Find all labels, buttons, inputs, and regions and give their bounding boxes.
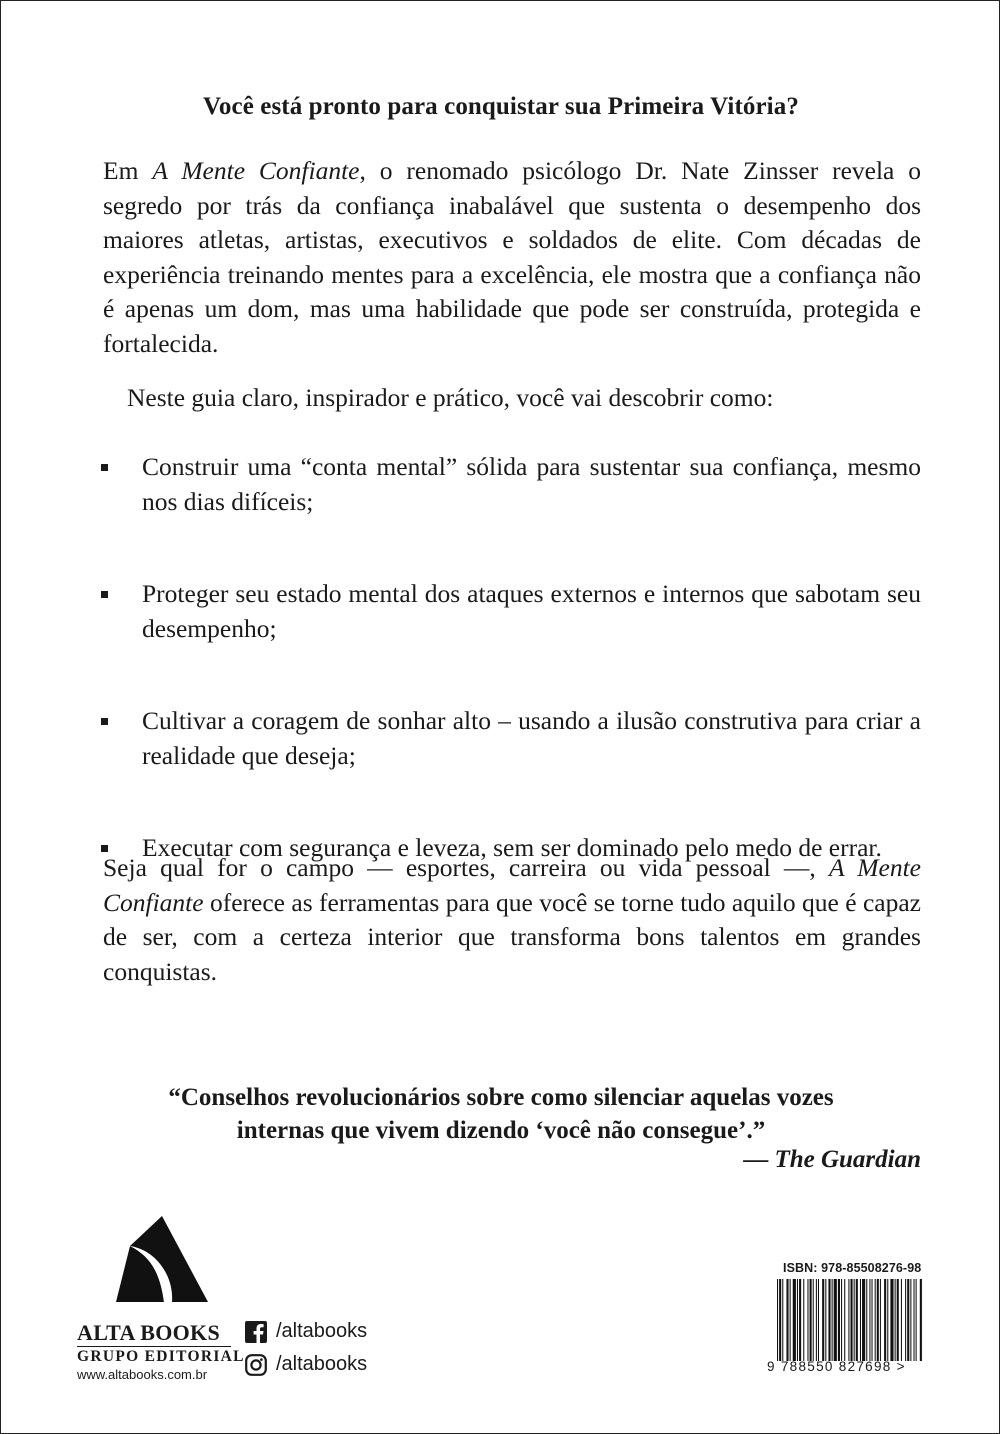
instagram-link[interactable] bbox=[245, 1353, 367, 1376]
list-item bbox=[101, 450, 921, 519]
intro-paragraph bbox=[103, 154, 921, 361]
review-quote bbox=[1, 1081, 1000, 1147]
isbn-barcode-block bbox=[761, 1256, 937, 1396]
publisher-divider bbox=[77, 1346, 231, 1347]
attribution-source: The Guardian bbox=[774, 1146, 921, 1173]
intro-prefix: Em bbox=[103, 156, 153, 185]
square-bullet-icon bbox=[101, 464, 108, 471]
isbn-label: ISBN: 978-85508276-98 bbox=[783, 1261, 922, 1275]
bullet-text: Construir uma “conta mental” sólida para sustentar sua confiança, mesmo nos dias difíceis; bbox=[142, 452, 921, 516]
bullet-text: Cultivar a coragem de sonhar alto – usando a ilusão construtiva para criar a realidade que deseja; bbox=[142, 706, 921, 770]
closing-book-title: A Mente Confiante bbox=[103, 853, 921, 917]
quote-attribution bbox=[743, 1146, 921, 1174]
list-item bbox=[101, 577, 921, 646]
lead-sentence: Neste guia claro, inspirador e prático, você vai descobrir como: bbox=[127, 383, 774, 412]
barcode-digits: 9 788550 827698 > bbox=[767, 1359, 906, 1374]
attribution-dash: — bbox=[743, 1146, 775, 1173]
facebook-icon bbox=[245, 1321, 267, 1343]
publisher-subtitle: GRUPO EDITORIAL bbox=[77, 1348, 245, 1365]
instagram-icon bbox=[245, 1354, 267, 1376]
barcode-icon bbox=[777, 1279, 923, 1361]
intro-book-title: A Mente Confiante bbox=[152, 156, 360, 185]
closing-prefix: Seja qual for o campo — esportes, carreira ou vida pessoal —, bbox=[103, 853, 829, 882]
facebook-handle: /altabooks bbox=[276, 1320, 368, 1342]
quote-line-1: “Conselhos revolucionários sobre como silenciar aquelas vozes bbox=[168, 1084, 834, 1111]
list-item bbox=[101, 704, 921, 773]
square-bullet-icon bbox=[101, 718, 108, 725]
instagram-handle: /altabooks bbox=[276, 1353, 368, 1375]
alta-books-triangle-logo-icon bbox=[116, 1216, 208, 1304]
closing-text: oferece as ferramentas para que você se torne tudo aquilo que é capaz de ser, com a certeza interior que transforma bons talentos em grandes conquistas. bbox=[103, 887, 921, 986]
closing-paragraph bbox=[103, 851, 921, 989]
square-bullet-icon bbox=[101, 591, 108, 598]
facebook-link[interactable] bbox=[245, 1320, 367, 1343]
headline: Você está pronto para conquistar sua Primeira Vitória? bbox=[203, 93, 799, 120]
intro-text: , o renomado psicólogo Dr. Nate Zinsser revela o segredo por trás da confiança inabalável que sustenta o desempenho dos maiores atletas, artistas, executivos e soldados de elite. Com décadas de experiência treinando mentes para a excelência, ele mostra que a confiança não é apenas um dom, mas uma habilidade que pode ser construída, protegida e fortalecida. bbox=[103, 156, 921, 358]
bullet-text: Proteger seu estado mental dos ataques externos e internos que sabotam seu desempenho; bbox=[142, 579, 921, 643]
publisher-name: ALTA BOOKS bbox=[77, 1320, 221, 1345]
bullet-text: Executar com segurança e leveza, sem ser dominado pelo medo de errar. bbox=[142, 833, 882, 862]
publisher-url[interactable]: www.altabooks.com.br bbox=[77, 1367, 208, 1382]
quote-line-2: internas que vivem dizendo ‘você não consegue’.” bbox=[236, 1117, 766, 1144]
